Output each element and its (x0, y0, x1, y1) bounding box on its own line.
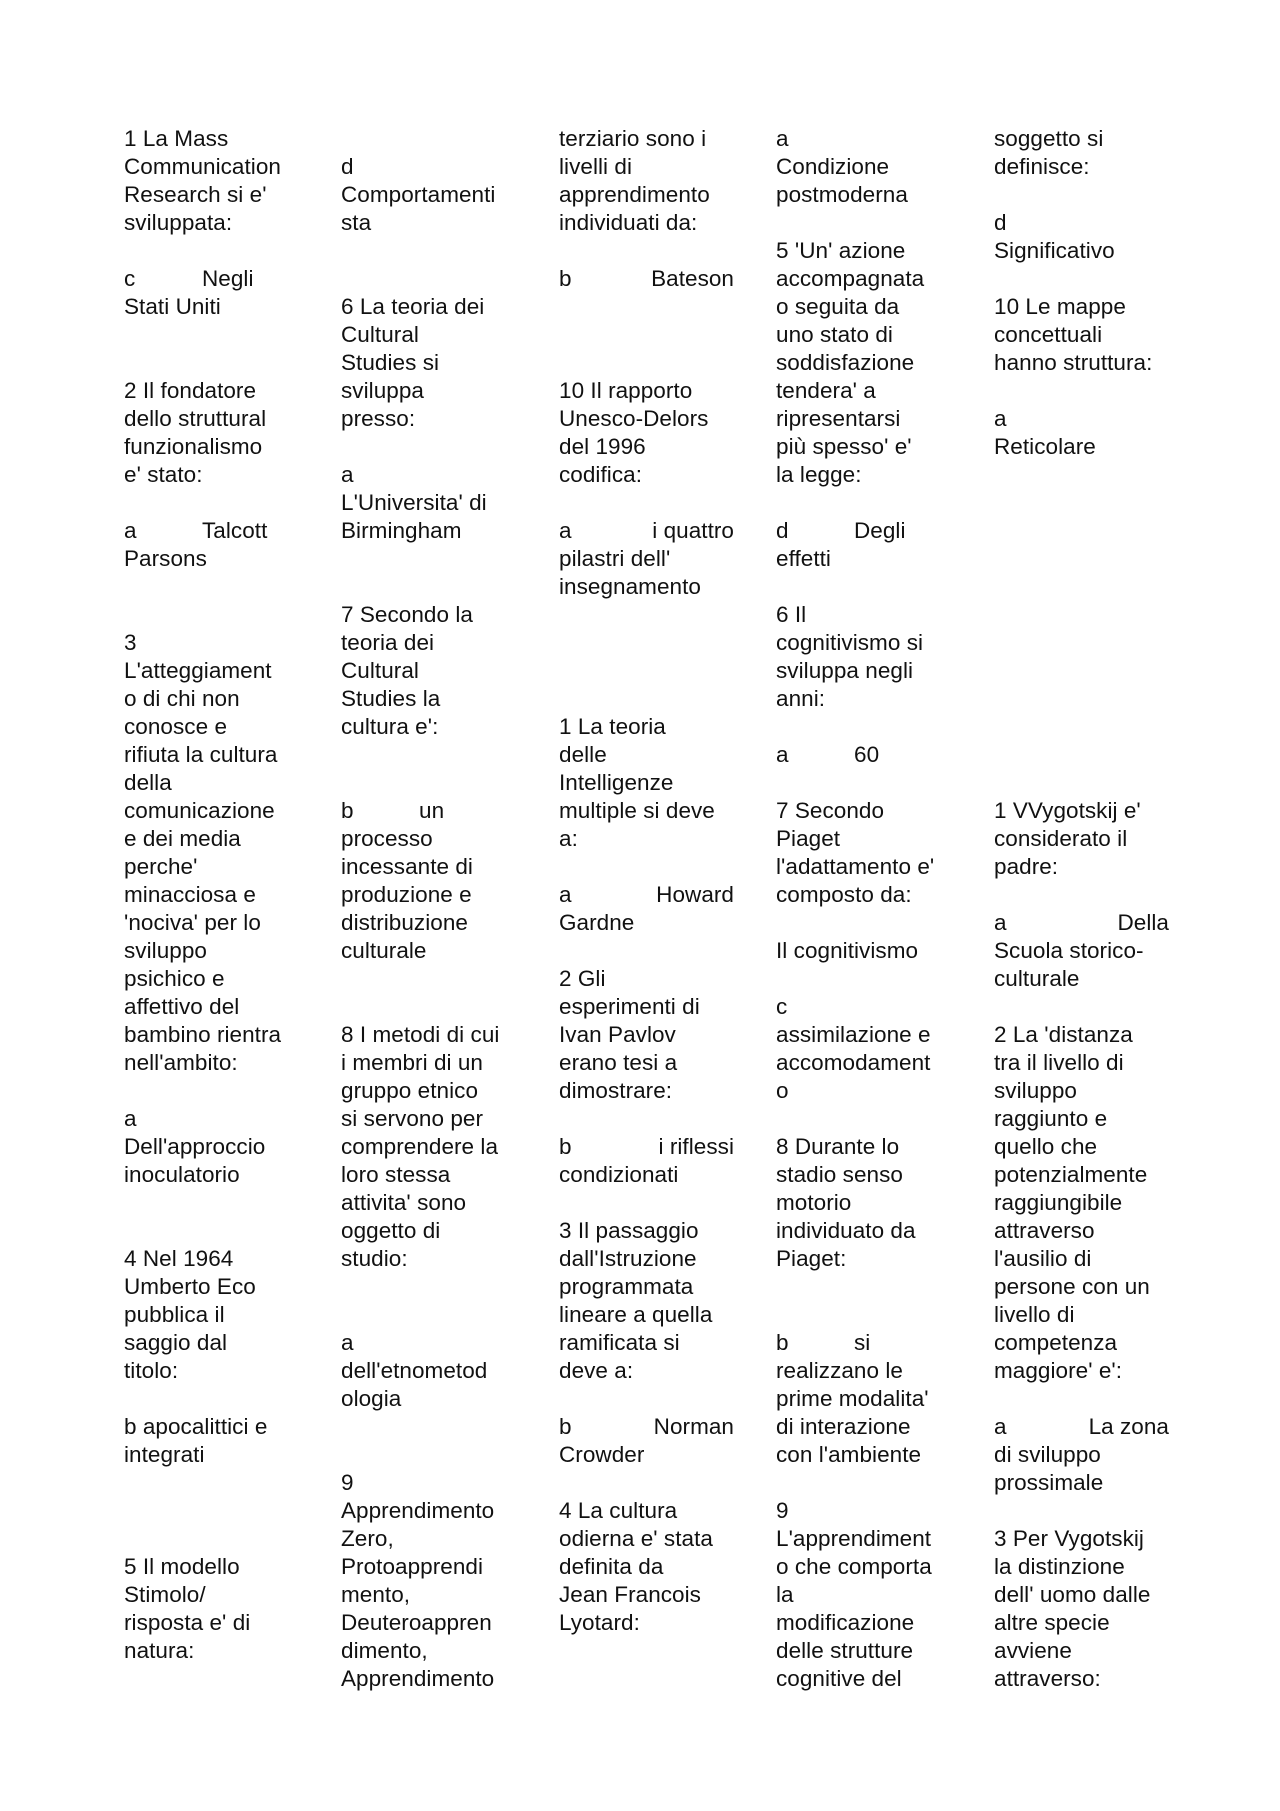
text-line: pubblica il (124, 1302, 225, 1327)
text-line: della (124, 770, 172, 795)
answer-text: Negli (202, 266, 254, 291)
answer-letter: b (776, 1330, 789, 1355)
text-line: 10 Le mappe (994, 294, 1126, 319)
text-line: nell'ambito: (124, 1050, 238, 1075)
text-line: a: (559, 826, 578, 851)
text-line: considerato il (994, 826, 1128, 851)
text-line: raggiungibile (994, 1190, 1123, 1215)
text-line: Unesco-Delors (559, 406, 709, 431)
text-line: teoria dei (341, 630, 435, 655)
text-line: b apocalittici e (124, 1414, 268, 1439)
text-line: 9 (776, 1498, 789, 1523)
text-line: presso: (341, 406, 416, 431)
text-line: 4 Nel 1964 (124, 1246, 234, 1271)
text-line: condizionati (559, 1162, 679, 1187)
text-line: loro stessa (341, 1162, 451, 1187)
text-line: persone con un (994, 1274, 1150, 1299)
text-line: definita da (559, 1554, 664, 1579)
text-line: sviluppa negli (776, 658, 914, 683)
answer-letter: d (776, 518, 789, 543)
text-line: Scuola storico- (994, 938, 1144, 963)
text-line: motorio (776, 1190, 852, 1215)
text-line: Ivan Pavlov (559, 1022, 676, 1047)
text-line: attraverso (994, 1218, 1095, 1243)
text-line: 1 VVygotskij e' (994, 798, 1141, 823)
text-line: 4 La cultura (559, 1498, 678, 1523)
text-line: Studies si (341, 350, 440, 375)
text-line: multiple si deve (559, 798, 715, 823)
text-line: terziario sono i (559, 126, 707, 151)
text-line: sviluppo (994, 1078, 1077, 1103)
text-line: maggiore' e': (994, 1358, 1123, 1383)
text-line: assimilazione e (776, 1022, 931, 1047)
answer-letter: b (559, 1134, 572, 1159)
text-line: Deuteroappren (341, 1610, 492, 1635)
text-line: o di chi non (124, 686, 240, 711)
text-line: si servono per (341, 1106, 484, 1131)
text-line: cognitivismo si (776, 630, 924, 655)
text-line: livello di (994, 1302, 1075, 1327)
text-line: composto da: (776, 882, 912, 907)
text-line: 6 La teoria dei (341, 294, 485, 319)
text-line: a (124, 1106, 137, 1131)
text-line: Studies la (341, 686, 441, 711)
answer-text: i riflessi (658, 1134, 734, 1159)
answer-letter: c (124, 266, 136, 291)
text-line: 7 Secondo la (341, 602, 473, 627)
text-line: Dell'approccio (124, 1134, 266, 1159)
text-line: 2 Il fondatore (124, 378, 257, 403)
text-line: soddisfazione (776, 350, 915, 375)
answer-letter: a (994, 1414, 1007, 1439)
text-line: 8 Durante lo (776, 1134, 900, 1159)
text-line: Stati Uniti (124, 294, 221, 319)
text-line: attivita' sono (341, 1190, 467, 1215)
text-line: soggetto si (994, 126, 1104, 151)
text-line: c (776, 994, 788, 1019)
text-line: con l'ambiente (776, 1442, 922, 1467)
text-line: più spesso' e' (776, 434, 912, 459)
text-line: 3 Per Vygotskij (994, 1526, 1144, 1551)
text-line: di interazione (776, 1414, 911, 1439)
text-line: Cultural (341, 658, 419, 683)
answer-text: Degli (854, 518, 906, 543)
text-line: quello che (994, 1134, 1098, 1159)
text-line: l'ausilio di (994, 1246, 1092, 1271)
text-line: studio: (341, 1246, 408, 1271)
text-line: comprendere la (341, 1134, 499, 1159)
text-line: Stimolo/ (124, 1582, 206, 1607)
text-line: apprendimento (559, 182, 710, 207)
text-line: 6 Il (776, 602, 807, 627)
text-line: produzione e (341, 882, 472, 907)
text-line: individuato da (776, 1218, 916, 1243)
text-line: Communication (124, 154, 281, 179)
answer-letter: b (341, 798, 354, 823)
text-line: deve a: (559, 1358, 634, 1383)
text-line: conosce e (124, 714, 228, 739)
text-line: Parsons (124, 546, 207, 571)
answer-text: Bateson (651, 266, 734, 291)
text-line: la legge: (776, 462, 862, 487)
text-line: d (994, 210, 1007, 235)
text-line: codifica: (559, 462, 642, 487)
text-line: dimento, (341, 1638, 428, 1663)
text-line: 10 Il rapporto (559, 378, 693, 403)
text-line: definisce: (994, 154, 1090, 179)
text-line: comunicazione (124, 798, 275, 823)
answer-letter: a (559, 882, 572, 907)
answer-text: si (854, 1330, 871, 1355)
text-line: Birmingham (341, 518, 462, 543)
text-line: a (341, 1330, 354, 1355)
text-line: dell'etnometod (341, 1358, 488, 1383)
text-line: funzionalismo (124, 434, 263, 459)
text-line: Protoapprendi (341, 1554, 483, 1579)
text-line: realizzano le (776, 1358, 903, 1383)
text-line: rifiuta la cultura (124, 742, 278, 767)
text-line: d (341, 154, 354, 179)
text-line: 9 (341, 1470, 354, 1495)
text-line: di sviluppo (994, 1442, 1101, 1467)
text-line: mento, (341, 1582, 411, 1607)
text-line: i membri di un (341, 1050, 483, 1075)
answer-text: Talcott (202, 518, 268, 543)
text-line: Piaget: (776, 1246, 847, 1271)
text-line: Zero, (341, 1526, 394, 1551)
text-line: minacciosa e (124, 882, 256, 907)
text-line: 7 Secondo (776, 798, 885, 823)
text-line: Jean Francois (559, 1582, 701, 1607)
answer-letter: a (559, 518, 572, 543)
answer-text: un (419, 798, 445, 823)
text-line: o (776, 1078, 789, 1103)
text-line: effetti (776, 546, 831, 571)
text-line: dimostrare: (559, 1078, 673, 1103)
text-line: avviene (994, 1638, 1072, 1663)
text-line: programmata (559, 1274, 694, 1299)
text-line: psichico e (124, 966, 225, 991)
text-line: anni: (776, 686, 826, 711)
text-line: L'apprendiment (776, 1526, 932, 1551)
text-line: tra il livello di (994, 1050, 1124, 1075)
text-line: individuati da: (559, 210, 698, 235)
text-line: accompagnata (776, 266, 925, 291)
text-line: distribuzione (341, 910, 468, 935)
text-line: saggio dal (124, 1330, 228, 1355)
text-line: Intelligenze (559, 770, 674, 795)
text-line: modificazione (776, 1610, 915, 1635)
text-line: concettuali (994, 322, 1103, 347)
text-line: stadio senso (776, 1162, 903, 1187)
text-line: o seguita da (776, 294, 900, 319)
text-line: accomodament (776, 1050, 931, 1075)
text-line: altre specie (994, 1610, 1110, 1635)
text-line: erano tesi a (559, 1050, 678, 1075)
text-line: 3 (124, 630, 137, 655)
text-line: sta (341, 210, 372, 235)
text-line: ripresentarsi (776, 406, 901, 431)
text-line: Apprendimento (341, 1666, 495, 1691)
text-line: la (776, 1582, 794, 1607)
text-line: l'adattamento e' (776, 854, 935, 879)
text-line: padre: (994, 854, 1059, 879)
text-line: dello struttural (124, 406, 267, 431)
answer-letter: b (559, 266, 572, 291)
text-line: esperimenti di (559, 994, 700, 1019)
answer-letter: a (776, 742, 789, 767)
text-line: gruppo etnico (341, 1078, 479, 1103)
text-line: cognitive del (776, 1666, 902, 1691)
text-line: Il cognitivismo (776, 938, 919, 963)
text-line: attraverso: (994, 1666, 1101, 1691)
text-line: prime modalita' (776, 1386, 929, 1411)
answer-text: Howard (656, 882, 734, 907)
text-line: dell' uomo dalle (994, 1582, 1151, 1607)
text-line: prossimale (994, 1470, 1104, 1495)
text-line: competenza (994, 1330, 1118, 1355)
text-line: delle strutture (776, 1638, 914, 1663)
text-line: affettivo del (124, 994, 240, 1019)
text-line: 1 La teoria (559, 714, 666, 739)
text-line: culturale (341, 938, 427, 963)
text-line: 2 La 'distanza (994, 1022, 1133, 1047)
text-line: Significativo (994, 238, 1115, 263)
text-line: Crowder (559, 1442, 645, 1467)
text-line: titolo: (124, 1358, 179, 1383)
answer-text: La zona (1088, 1414, 1169, 1439)
text-line: Condizione (776, 154, 890, 179)
text-line: 8 I metodi di cui (341, 1022, 500, 1047)
text-line: a (994, 406, 1007, 431)
text-line: processo (341, 826, 433, 851)
text-line: a (341, 462, 354, 487)
text-line: 3 Il passaggio (559, 1218, 699, 1243)
text-line: L'atteggiament (124, 658, 272, 683)
text-line: natura: (124, 1638, 195, 1663)
text-line: bambino rientra (124, 1022, 282, 1047)
text-line: hanno struttura: (994, 350, 1153, 375)
text-line: Piaget (776, 826, 841, 851)
text-line: raggiunto e (994, 1106, 1108, 1131)
text-line: oggetto di (341, 1218, 441, 1243)
text-line: odierna e' stata (559, 1526, 713, 1551)
text-line: L'Universita' di (341, 490, 487, 515)
text-line: 5 'Un' azione (776, 238, 906, 263)
text-line: Lyotard: (559, 1610, 640, 1635)
text-line: e dei media (124, 826, 241, 851)
text-line: lineare a quella (559, 1302, 713, 1327)
text-line: sviluppa (341, 378, 424, 403)
text-line: uno stato di (776, 322, 893, 347)
answer-text: i quattro (652, 518, 734, 543)
text-line: sviluppata: (124, 210, 233, 235)
text-line: delle (559, 742, 607, 767)
text-line: Research si e' (124, 182, 267, 207)
text-line: 1 La Mass (124, 126, 229, 151)
answer-letter: a (994, 910, 1007, 935)
text-line: Apprendimento (341, 1498, 495, 1523)
text-line: Cultural (341, 322, 419, 347)
answer-text: 60 (854, 742, 880, 767)
text-line: o che comporta (776, 1554, 932, 1579)
text-line: incessante di (341, 854, 473, 879)
answer-letter: a (124, 518, 137, 543)
text-line: sviluppo (124, 938, 207, 963)
answer-text: Norman (653, 1414, 734, 1439)
text-line: tendera' a (776, 378, 876, 403)
text-line: Umberto Eco (124, 1274, 256, 1299)
text-line: del 1996 (559, 434, 646, 459)
text-line: 2 Gli (559, 966, 606, 991)
text-line: 'nociva' per lo (124, 910, 261, 935)
text-line: ramificata si (559, 1330, 680, 1355)
text-line: potenzialmente (994, 1162, 1148, 1187)
text-line: postmoderna (776, 182, 908, 207)
text-line: perche' (124, 854, 198, 879)
text-line: a (776, 126, 789, 151)
text-line: ologia (341, 1386, 402, 1411)
answer-letter: b (559, 1414, 572, 1439)
text-line: risposta e' di (124, 1610, 251, 1635)
text-line: cultura e': (341, 714, 439, 739)
text-line: insegnamento (559, 574, 701, 599)
text-line: e' stato: (124, 462, 203, 487)
text-line: livelli di (559, 154, 633, 179)
text-line: Comportamenti (341, 182, 496, 207)
answer-text: Della (1117, 910, 1169, 935)
text-line: inoculatorio (124, 1162, 240, 1187)
text-line: la distinzione (994, 1554, 1125, 1579)
text-line: integrati (124, 1442, 205, 1467)
text-line: culturale (994, 966, 1080, 991)
text-line: Reticolare (994, 434, 1096, 459)
text-line: pilastri dell' (559, 546, 671, 571)
text-line: 5 Il modello (124, 1554, 240, 1579)
text-line: dall'Istruzione (559, 1246, 697, 1271)
text-line: Gardne (559, 910, 635, 935)
